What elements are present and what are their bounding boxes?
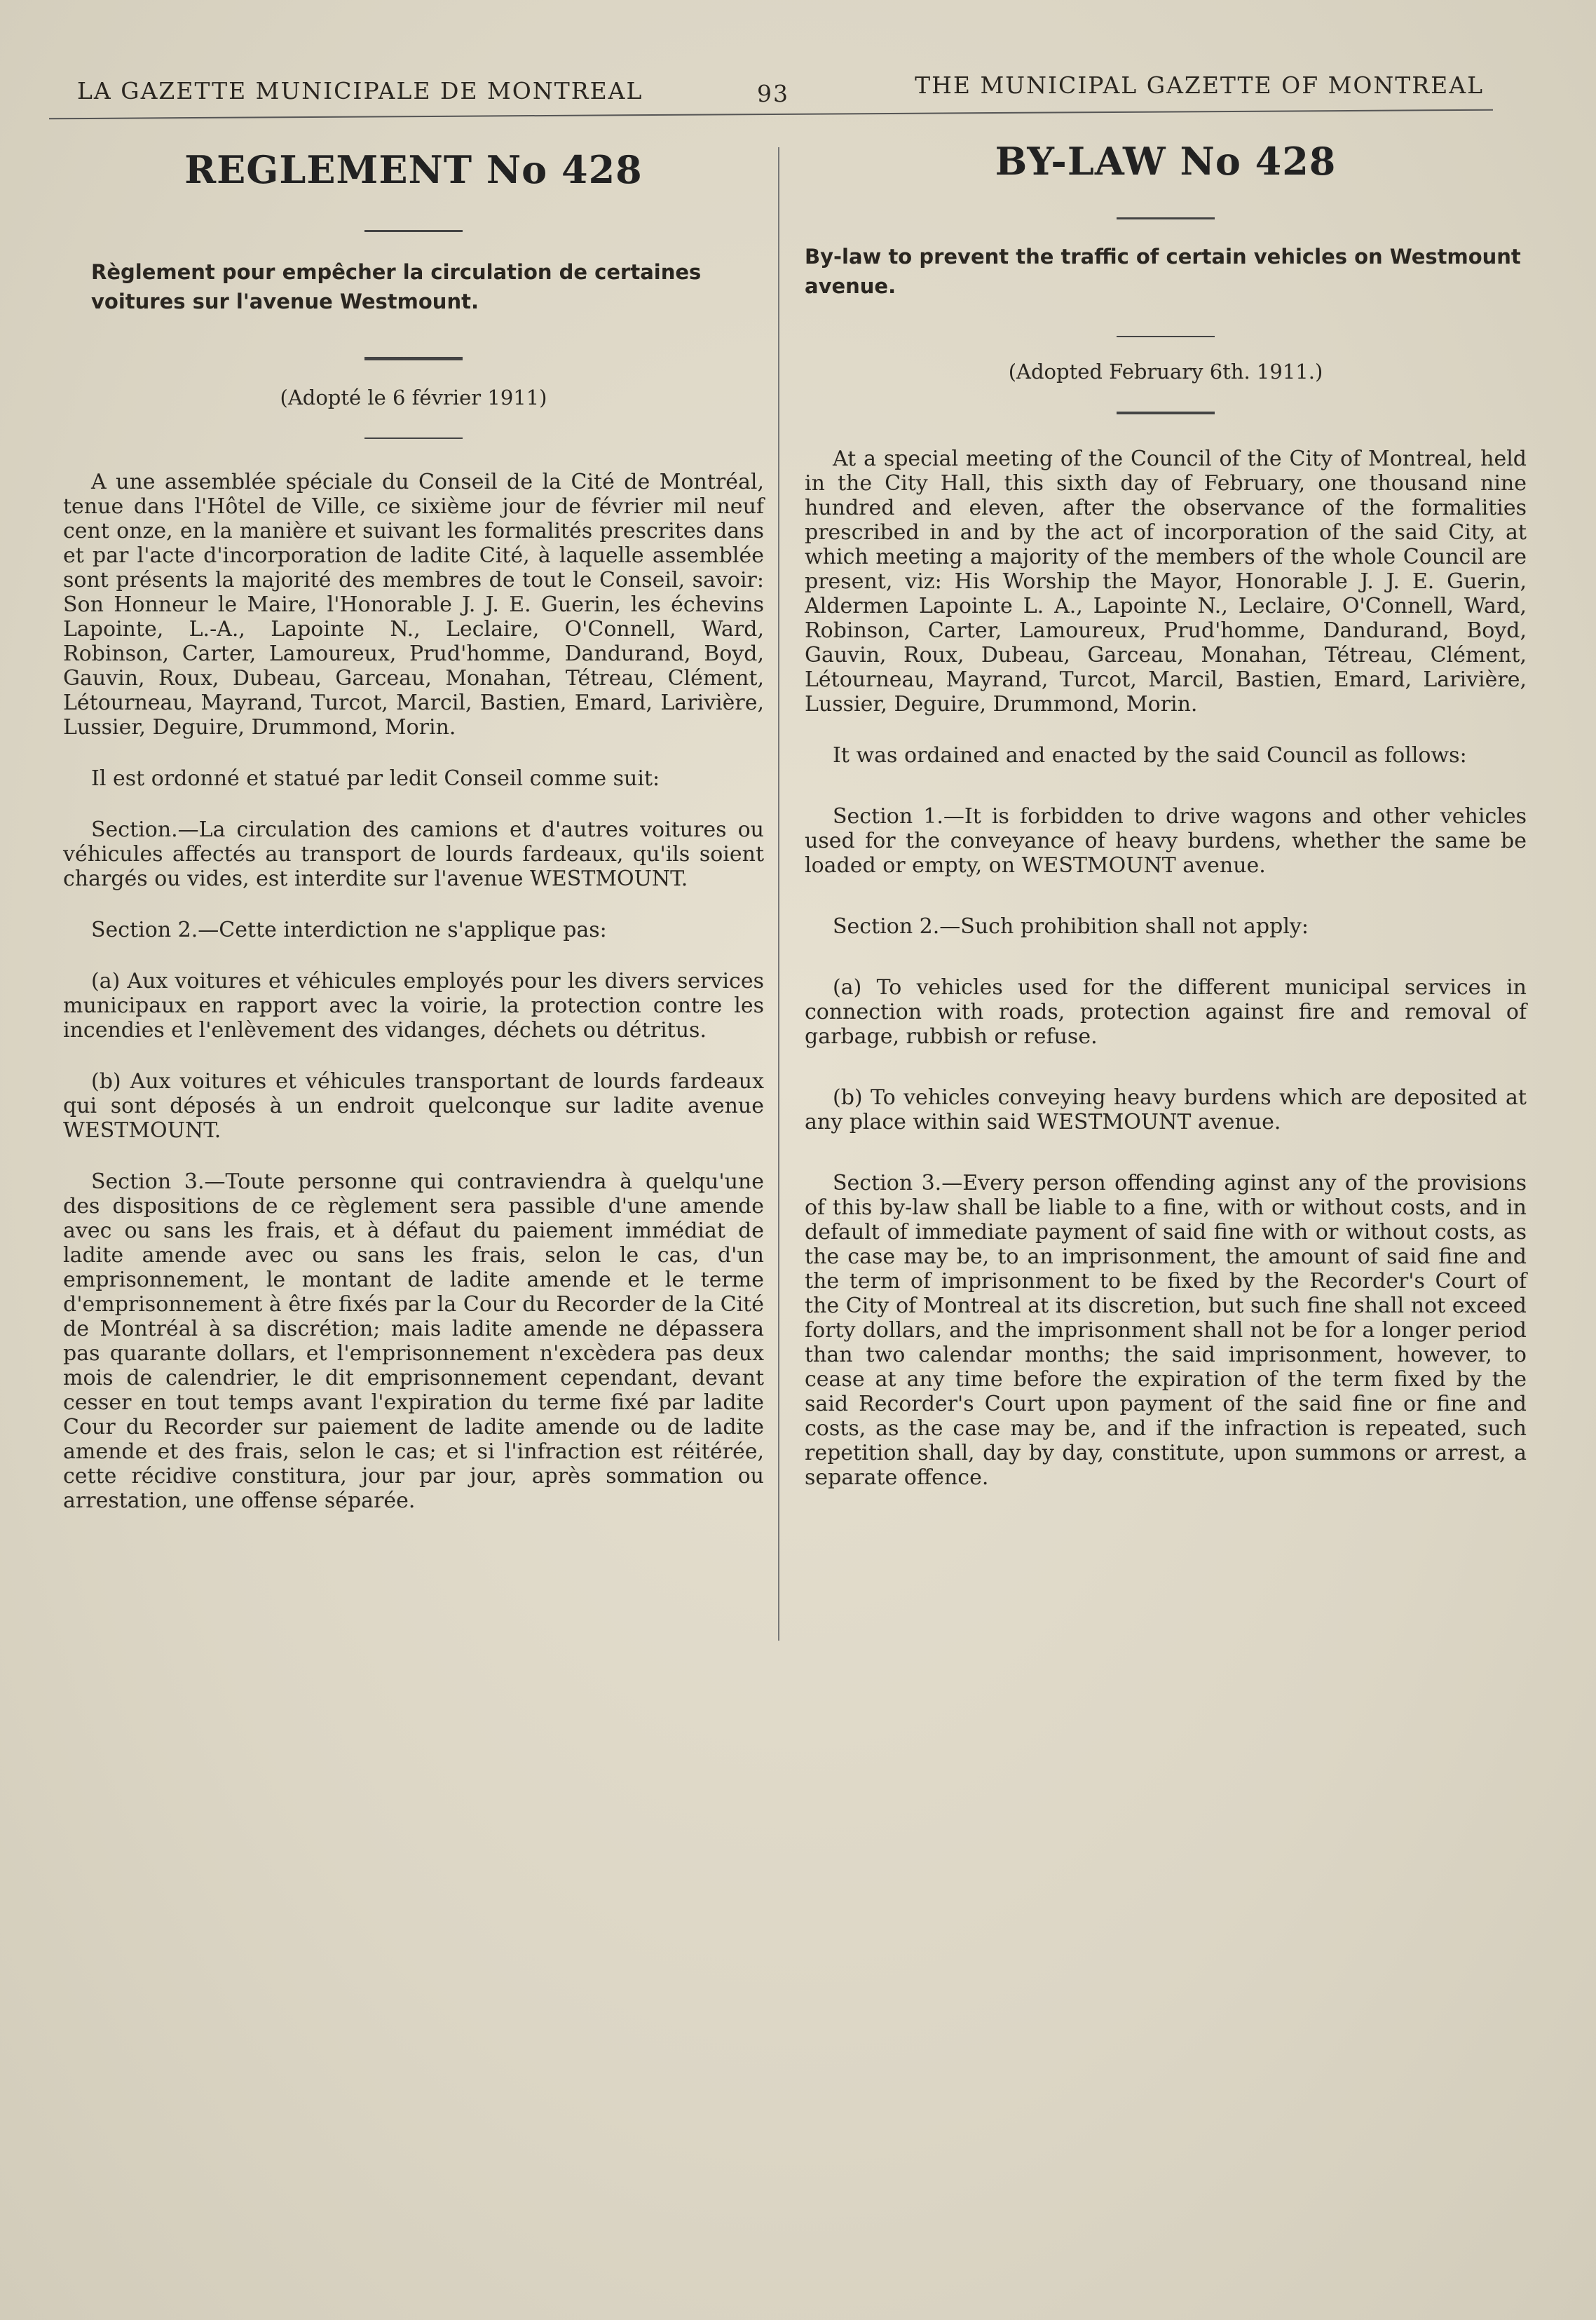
french-section-3: Section 3.—Toute personne qui contraviendra à quelqu'une des dispositions de ce règlement sera passible d'une amende avec ou sans les frais, et à défaut du paiement immédiat de ladite amende avec ou sans les frais, selon le cas, d'un emprisonnement, le montant de ladite amende et le terme d'emprisonnement à être fixés par la Cour du Recorder de la Cité de Montréal à sa discrétion; mais ladite amende ne dépassera pas quarante dollars, et l'emprisonnement n'excèdera pas deux mois de calendrier, le dit emprisonnement cependant, devant cesser en tout temps avant l'expiration du terme fixé par ladite Cour du Recorder sur paiement de ladite amende ou de ladite amende et des frais, selon le cas; et si l'infraction est réitérée, cette récidive constitura, jour par jour, après sommation ou arrestation, une offense séparée. xyxy=(63,1169,764,1513)
french-column xyxy=(63,133,764,1513)
adopted-rule xyxy=(1117,412,1215,414)
french-preamble: A une assemblée spéciale du Conseil de la Cité de Montréal, tenue dans l'Hôtel de Ville, ce sixième jour de février mil neuf cent onze, en la manière et suivant les formalités prescrites dans et par l'acte d'incorporation de ladite Cité, à laquelle assemblée sont présents la majorité des membres de tout le Conseil, savoir: Son Honneur le Maire, l'Honorable J. J. E. Guerin, les échevins Lapointe, L.-A., Lapointe N., Leclaire, O'Connell, Ward, Robinson, Carter, Lamoureux, Prud'homme, Dandurand, Boyd, Gauvin, Roux, Dubeau, Garceau, Monahan, Tétreau, Clément, Létourneau, Mayrand, Turcot, Marcil, Bastien, Emard, Larivière, Lussier, Deguire, Drummond, Morin. xyxy=(63,470,764,740)
header-rule xyxy=(49,109,1493,120)
english-section-2b: (b) To vehicles conveying heavy burdens which are deposited at any place within said WESTMOUNT avenue. xyxy=(805,1085,1527,1134)
english-preamble: At a special meeting of the Council of the City of Montreal, held in the City Hall, this sixth day of February, one thousand nine hundred and eleven, after the observance of the formalities prescribed in and by the act of incorporation of the said City, at which meeting a majority of the members of the whole Council are present, viz: His Worship the Mayor, Honorable J. J. E. Guerin, Aldermen Lapointe L. A., Lapointe N., Leclaire, O'Connell, Ward, Robinson, Carter, Lamoureux, Prud'homme, Dandurand, Boyd, Gauvin, Roux, Dubeau, Garceau, Monahan, Tétreau, Clément, Létourneau, Mayrand, Turcot, Marcil, Bastien, Emard, Larivière, Lussier, Deguire, Drummond, Morin. xyxy=(805,447,1527,717)
column-divider xyxy=(778,147,779,1641)
french-subtitle: Règlement pour empêcher la circulation de certaines voitures sur l'avenue Westmount. xyxy=(91,260,702,313)
english-adopted-date: (Adopted February 6th. 1911.) xyxy=(1008,360,1323,384)
title-rule xyxy=(1117,217,1215,219)
french-adopted-date: (Adopté le 6 février 1911) xyxy=(280,386,547,409)
english-section-2: Section 2.—Such prohibition shall not apply: xyxy=(833,914,1309,939)
english-title: BY-LAW No 428 xyxy=(995,139,1337,184)
header-french-title: LA GAZETTE MUNICIPALE DE MONTREAL xyxy=(77,77,643,104)
french-title: REGLEMENT No 428 xyxy=(184,147,643,192)
english-section-2a: (a) To vehicles used for the different municipal services in connection with roads, protection against fire and removal of garbage, rubbish or refuse. xyxy=(805,975,1527,1049)
french-section-2: Section 2.—Cette interdiction ne s'applique pas: xyxy=(91,918,607,942)
french-ordained: Il est ordonné et statué par ledit Conseil comme suit: xyxy=(91,766,660,791)
english-section-3: Section 3.—Every person offending aginst any of the provisions of this by-law shall be liable to a fine, with or without costs, and in default of immediate payment of said fine with or without costs, as the case may be, to an imprisonment, the amount of said fine and the term of imprisonment to be fixed by the Recorder's Court of the City of Montreal at its discretion, but such fine shall not exceed forty dollars, and the imprisonment shall not be for a longer period than two calendar months; the said imprisonment, however, to cease at any time before the expiration of the term fixed by the said Recorder's Court upon payment of the said fine or fine and costs, as the case may be, and if the infraction is repeated, such repetition shall, day by day, constitute, upon summons or arrest, a separate offence. xyxy=(805,1171,1527,1490)
french-section-2a: (a) Aux voitures et véhicules employés pour les divers services municipaux en rapport avec la voirie, la protection contre les incendies et l'enlèvement des vidanges, déchets ou détritus. xyxy=(63,969,764,1043)
english-ordained: It was ordained and enacted by the said Council as follows: xyxy=(833,743,1467,768)
english-subtitle: By-law to prevent the traffic of certain vehicles on Westmount avenue. xyxy=(805,245,1521,298)
french-section-2b: (b) Aux voitures et véhicules transportant de lourds fardeaux qui sont déposés à un endroit quelconque sur ladite avenue WESTMOUNT. xyxy=(63,1069,764,1143)
adopted-rule xyxy=(364,437,463,439)
english-column xyxy=(805,133,1527,1490)
english-section-1: Section 1.—It is forbidden to drive wagons and other vehicles used for the conveyance of heavy burdens, whether the same be loaded or empty, on WESTMOUNT avenue. xyxy=(805,804,1527,878)
page-number: 93 xyxy=(757,80,789,107)
title-rule xyxy=(364,230,463,232)
french-section-1: Section.—La circulation des camions et d'autres voitures ou véhicules affectés au transport de lourds fardeaux, qu'ils soient chargés ou vides, est interdite sur l'avenue WESTMOUNT. xyxy=(63,818,764,891)
running-head xyxy=(77,67,1484,109)
header-english-title: THE MUNICIPAL GAZETTE OF MONTREAL xyxy=(915,72,1484,99)
subtitle-rule xyxy=(1117,336,1215,337)
subtitle-rule xyxy=(364,357,463,360)
